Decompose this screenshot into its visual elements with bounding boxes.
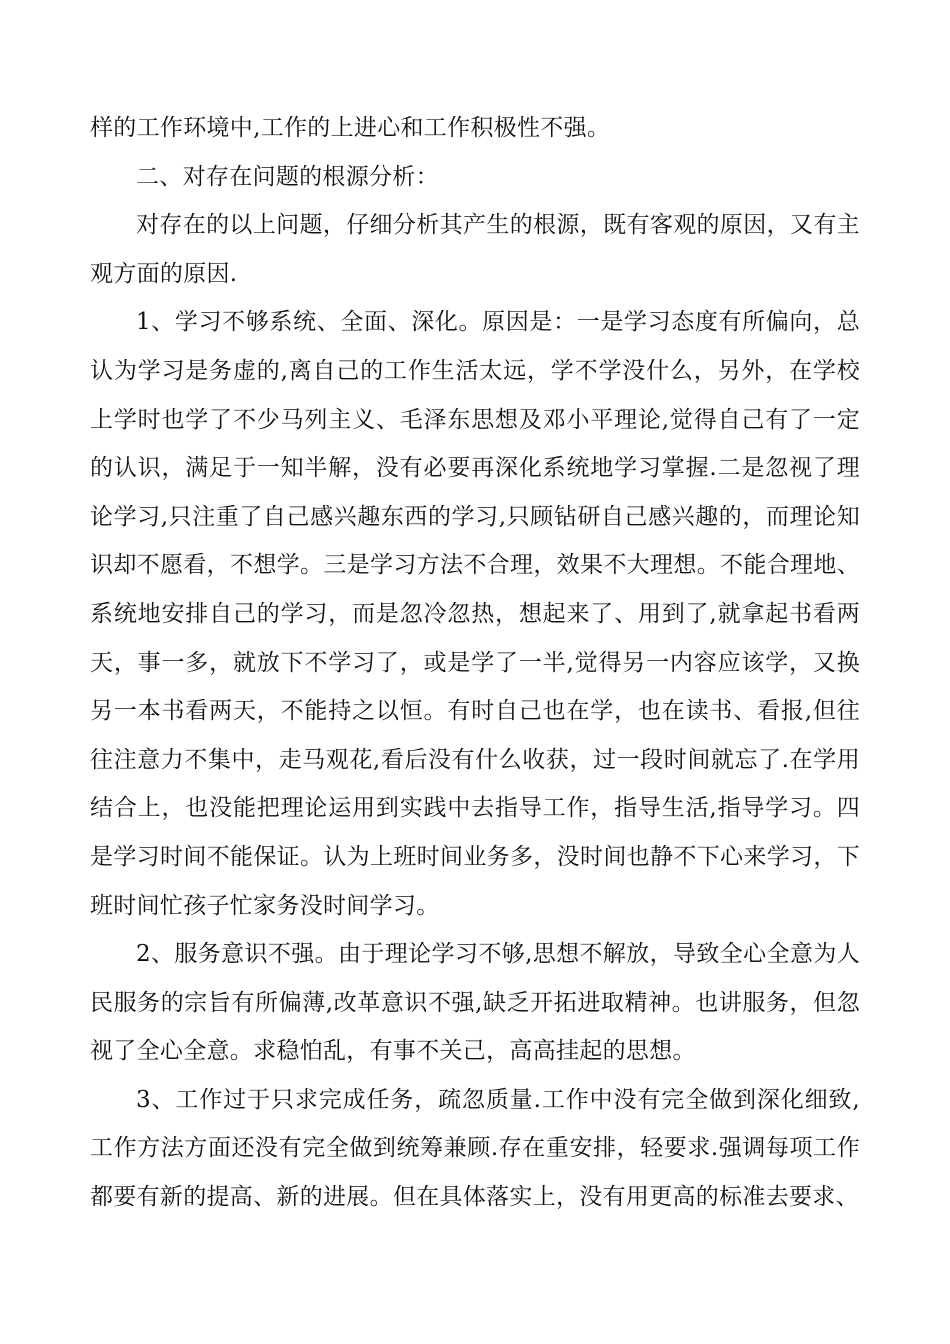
paragraph-point-1: 1、学习不够系统、全面、深化。原因是：一是学习态度有所偏向，总认为学习是务虚的,离自己的工作生活太远，学不学没什么，另外，在学校上学时也学了不少马列主义、毛泽东思想及邓小平理论,觉得自己有了一定的认识，满足于一知半解，没有必要再深化系统地学习掌握.二是忽视了理论学习,只注重了自己感兴趣东西的学习,只顾钻研自己感兴趣的，而理论知识却不愿看，不想学。三是学习方法不合理，效果不大理想。不能合理地、系统地安排自己的学习，而是忽冷忽热，想起来了、用到了,就拿起书看两天，事一多，就放下不学习了，或是学了一半,觉得另一内容应该学，又换另一本书看两天，不能持之以恒。有时自己也在学，也在读书、看报,但往往注意力不集中，走马观花,看后没有什么收获，过一段时间就忘了.在学用结合上，也没能把理论运用到实践中去指导工作，指导生活,指导学习。四是学习时间不能保证。认为上班时间业务多，没时间也静不下心来学习，下班时间忙孩子忙家务没时间学习。: [90, 309, 860, 919]
section-heading-root-cause: 二、对存在问题的根源分析：: [136, 163, 439, 190]
document-body: [90, 104, 860, 1222]
paragraph-point-2: 2、服务意识不强。由于理论学习不够,思想不解放，导致全心全意为人民服务的宗旨有所偏薄,改革意识不强,缺乏开拓进取精神。也讲服务，但忽视了全心全意。求稳怕乱，有事不关己，高高挂起的思想。: [90, 941, 860, 1065]
paragraph-continuation: 样的工作环境中,工作的上进心和工作积极性不强。: [90, 115, 611, 141]
paragraph-point-3: 3、工作过于只求完成任务，疏忽质量.工作中没有完全做到深化细致,工作方法方面还没有完全做到统筹兼顾.存在重安排，轻要求.强调每项工作都要有新的提高、新的进展。但在具体落实上，没有用更高的标准去要求、: [90, 1086, 860, 1211]
paragraph-intro: 对存在的以上问题，仔细分析其产生的根源，既有客观的原因，又有主观方面的原因.: [90, 212, 860, 287]
